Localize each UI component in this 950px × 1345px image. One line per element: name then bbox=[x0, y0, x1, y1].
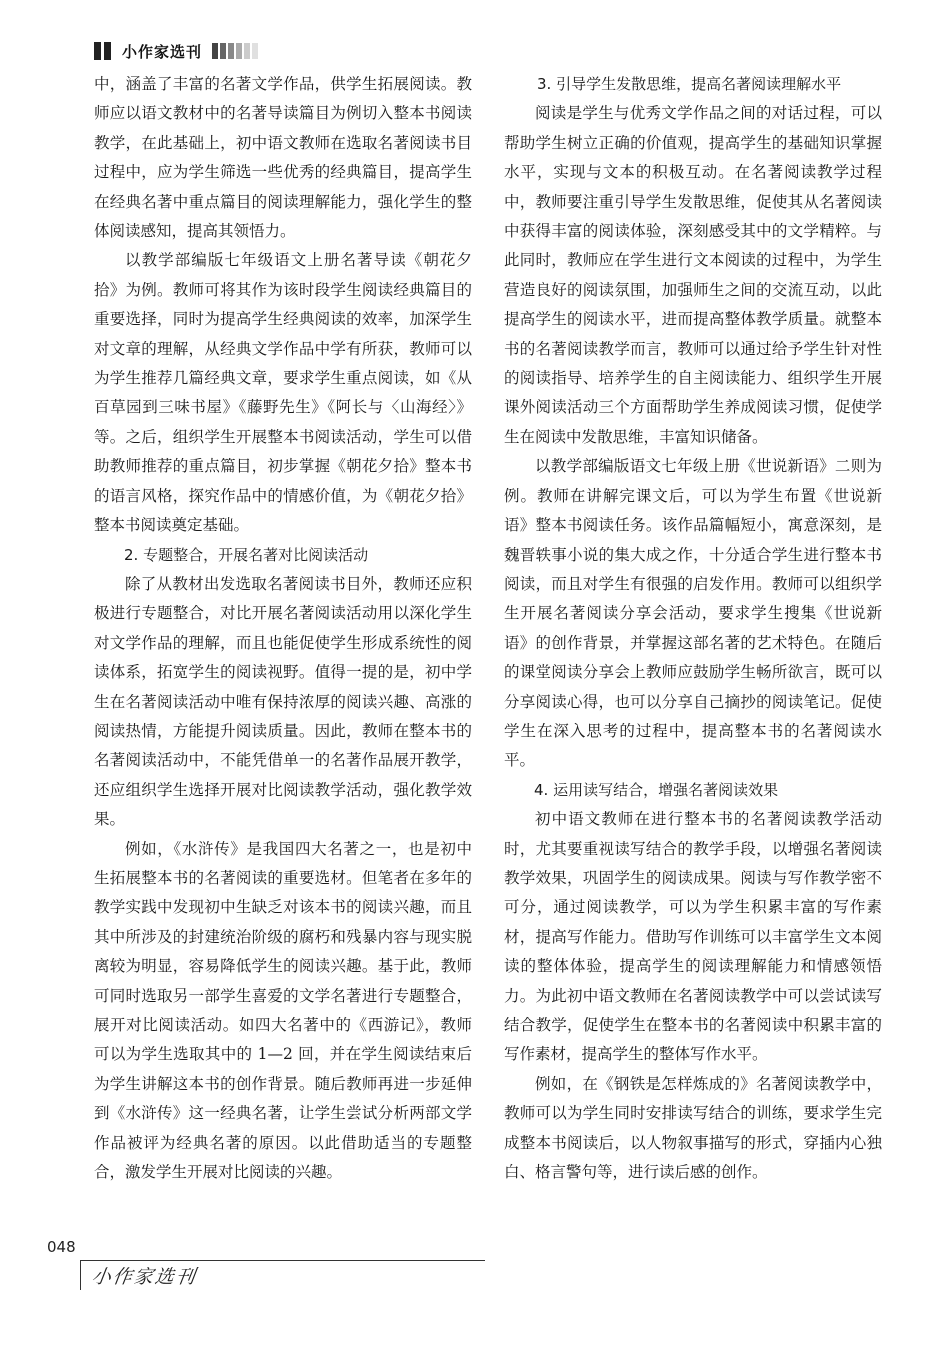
paragraph: 例如，在《钢铁是怎样炼成的》名著阅读教学中，教师可以为学生同时安排读写结合的训练，要求学生完成整本书阅读后，以人物叙事描写的形式，穿插内心独白、格言警句等，进行读后感的创作。 bbox=[504, 1074, 882, 1182]
header-stripes bbox=[212, 43, 260, 59]
left-column bbox=[94, 70, 472, 1187]
paragraph: 例如，《水浒传》是我国四大名著之一，也是初中生拓展整本书的名著阅读的重要选材。但笔者在多年的教学实践中发现初中生缺乏对该本书的阅读兴趣，而且其中所涉及的封建统治阶级的腐朽和残暴内容与现实脱离较为明显，容易降低学生的阅读兴趣。基于此，教师可同时选取另一部学生喜爱的文学名著进行专题整合，展开对比阅读活动。如四大名著中的《西游记》，教师可以为学生选取其中的 1—2 回，并在学生阅读结束后为学生讲解这本书的创作背景。随后教师再进一步延伸到《水浒传》这一经典名著，让学生尝试分析两部文学作品被评为经典名著的原因。以此借助适当的专题整合，激发学生开展对比阅读的兴趣。 bbox=[94, 839, 472, 1182]
page-number: 048 bbox=[47, 1238, 76, 1256]
paragraph: 中，涵盖了丰富的名著文学作品，供学生拓展阅读。教师应以语文教材中的名著导读篇目为例切入整本书阅读教学，在此基础上，初中语文教师在选取名著阅读书目过程中，应为学生筛选一些优秀的经典篇目，提高学生在经典名著中重点篇目的阅读理解能力，强化学生的整体阅读感知，提高其领悟力。 bbox=[94, 75, 472, 241]
section-heading: 4. 运用读写结合，增强名著阅读效果 bbox=[534, 780, 779, 799]
running-header bbox=[94, 40, 260, 62]
paragraph: 以教学部编版语文七年级上册《世说新语》二则为例。教师在讲解完课文后，可以为学生布置《世说新语》整本书阅读任务。该作品篇幅短小，寓意深刻，是魏晋轶事小说的集大成之作，十分适合学生进行整本书阅读，而且对学生有很强的启发作用。教师可以组织学生开展名著阅读分享会活动，要求学生搜集《世说新语》的创作背景，并掌握这部名著的艺术特色。在随后的课堂阅读分享会上教师应鼓励学生畅所欲言，既可以分享阅读心得，也可以分享自己摘抄的阅读笔记。促使学生在深入思考的过程中，提高整本书的名著阅读水平。 bbox=[504, 457, 882, 770]
header-bar-mark bbox=[104, 42, 111, 60]
journal-title: 小作家选刊 bbox=[122, 42, 203, 61]
paragraph: 初中语文教师在进行整本书的名著阅读教学活动时，尤其要重视读写结合的教学手段，以增强名著阅读教学效果，巩固学生的阅读成果。阅读与写作教学密不可分，通过阅读教学，可以为学生积累丰富的写作素材，提高写作能力。借助写作训练可以丰富学生文本阅读的整体体验，提高学生的阅读理解能力和情感领悟力。为此初中语文教师在名著阅读教学中可以尝试读写结合教学，促使学生在整本书的名著阅读中积累丰富的写作素材，提高学生的整体写作水平。 bbox=[504, 810, 882, 1064]
section-heading: 3. 引导学生发散思维，提高名著阅读理解水平 bbox=[537, 75, 842, 93]
paragraph: 除了从教材出发选取名著阅读书目外，教师还应积极进行专题整合，对比开展名著阅读活动用以深化学生对文学作品的理解，而且也能促使学生形成系统性的阅读体系，拓宽学生的阅读视野。值得一提的是，初中学生在名著阅读活动中唯有保持浓厚的阅读兴趣、高涨的阅读热情，方能提升阅读质量。因此，教师在整本书的名著阅读活动中，不能凭借单一的名著作品展开教学，还应组织学生选择开展对比阅读教学活动，强化教学效果。 bbox=[94, 574, 472, 829]
paragraph: 以教学部编版七年级语文上册名著导读《朝花夕拾》为例。教师可将其作为该时段学生阅读经典篇目的重要选择，同时为提高学生经典阅读的效率，加深学生对文章的理解，从经典文学作品中学有所获，教师可以为学生推荐几篇经典文章，要求学生重点阅读，如《从百草园到三味书屋》《藤野先生》《阿长与〈山海经〉》等。之后，组织学生开展整本书阅读活动，学生可以借助教师推荐的重点篇目，初步掌握《朝花夕拾》整本书的语言风格，探究作品中的情感价值，为《朝花夕拾》整本书阅读奠定基础。 bbox=[94, 251, 472, 535]
footer-rule-vertical bbox=[80, 1260, 81, 1290]
footer-rule bbox=[80, 1260, 485, 1261]
footer-logo: 小作家选刊 bbox=[90, 1266, 199, 1288]
section-heading: 2. 专题整合，开展名著对比阅读活动 bbox=[124, 545, 369, 564]
paragraph: 阅读是学生与优秀文学作品之间的对话过程，可以帮助学生树立正确的价值观，提高学生的基础知识掌握水平，实现与文本的积极互动。在名著阅读教学过程中，教师要注重引导学生发散思维，促使其从名著阅读中获得丰富的阅读体验，深刻感受其中的文学精粹。与此同时，教师应在学生进行文本阅读的过程中，为学生营造良好的阅读氛围，加强师生之间的交流互动，以此提高学生的阅读水平，进而提高整体教学质量。就整本书的名著阅读教学而言，教师可以通过给予学生针对性的阅读指导、培养学生的自主阅读能力、组织学生开展课外阅读活动三个方面帮助学生养成阅读习惯，促使学生在阅读中发散思维，丰富知识储备。 bbox=[504, 104, 882, 446]
header-bar-mark bbox=[94, 42, 101, 60]
right-column bbox=[504, 70, 882, 1187]
